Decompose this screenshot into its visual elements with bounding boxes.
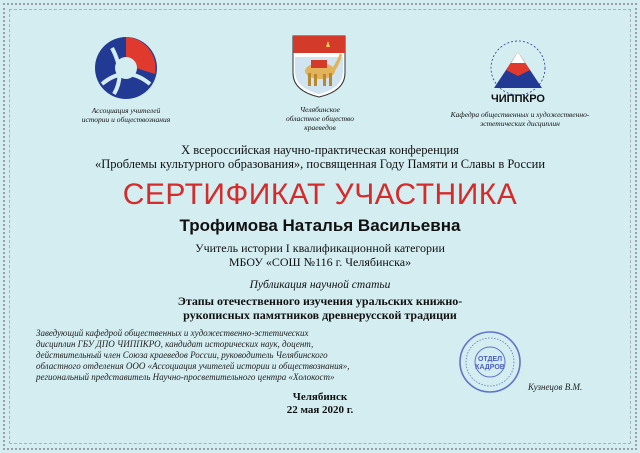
association-logo-icon [92,34,160,102]
signer-line4: областного отделения ООО «Ассоциация учителей истории и обществознания», [36,361,350,371]
society-caption-line1: Челябинское [300,105,340,114]
signer-line2: дисциплин ГБУ ДПО ЧИППКРО, кандидат исторических наук, доцент, [36,339,314,349]
date: 22 мая 2020 г. [286,404,354,416]
signer-description [36,328,436,383]
stamp-line2: КАДРОВ [475,364,505,371]
association-caption-line2: истории и обществознания [81,115,171,124]
position-line1: Учитель истории I квалификационной категории [195,241,445,255]
chippkro-logo-icon [478,30,558,110]
society-caption-line2: областное общество [286,114,354,123]
signer-line5: региональный представитель Научно-просветительного центра «Холокост» [36,372,335,382]
position-line2: МБОУ «СОШ №116 г. Челябинска» [228,255,412,269]
association-caption-line1: Ассоциация учителей [91,106,161,115]
society-caption-line3: краеведов [304,123,336,132]
stamp-icon [458,330,522,394]
chippkro-caption-line2: эстетических дисциплин [480,119,560,128]
signer-line1: Заведующий кафедрой общественных и художественно-эстетических [36,328,309,338]
publication-type: Публикация научной статьи [249,279,391,291]
place: Челябинск [292,391,348,403]
signer-name: Кузнецов В.М. [528,382,583,392]
coat-of-arms-icon [290,33,348,99]
recipient-position [0,241,640,269]
conference-line1: X всероссийская научно-практическая конференция [181,143,459,157]
publication-title-line1: Этапы отечественного изучения уральских книжно- [177,294,463,308]
conference-line2: «Проблемы культурного образования», посвященная Году Памяти и Славы в России [94,157,546,171]
publication-title [0,294,640,322]
signer-line3: действительный член Союза краеведов России, руководитель Челябинского [36,350,328,360]
publication-title-line2: рукописных памятников древнерусской традиции [183,308,457,322]
association-caption [66,106,186,124]
society-caption [265,105,375,132]
place-date [0,391,640,417]
conference-info [0,143,640,171]
stamp-line1: ОТДЕЛ [477,356,503,363]
chippkro-caption [430,110,610,128]
recipient-name: Трофимова Наталья Васильевна [179,216,461,235]
certificate-title: СЕРТИФИКАТ УЧАСТНИКА [122,178,518,211]
chippkro-mark: ЧИППКРО [491,93,545,105]
chippkro-caption-line1: Кафедра общественных и художественно- [450,110,590,119]
